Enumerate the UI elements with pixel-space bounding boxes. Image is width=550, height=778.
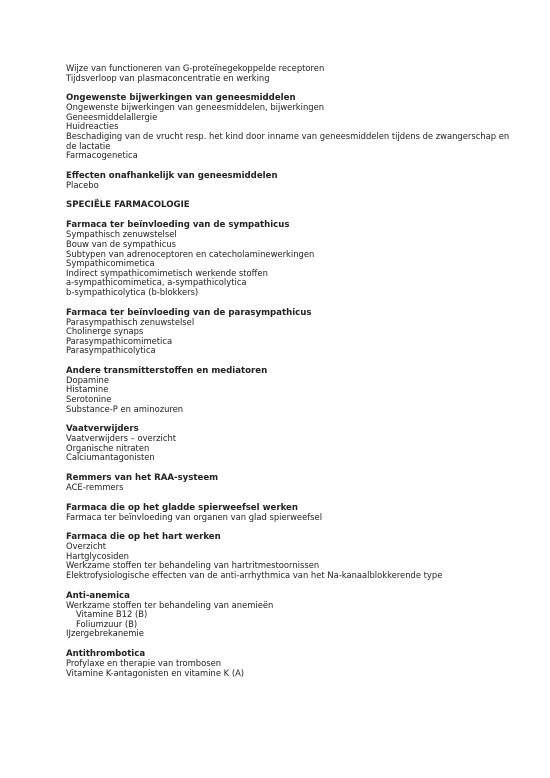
list-item: Placebo [66, 179, 99, 190]
section-heading: Andere transmitterstoffen en mediatoren [66, 365, 268, 376]
list-item: Vitamine K-antagonisten en vitamine K (A) [66, 667, 245, 678]
section-heading: Farmaca ter beïnvloeding van de sympathicus [66, 220, 290, 231]
list-item: Sympathisch zenuwstelsel [66, 229, 177, 240]
list-item: Profylaxe en therapie van trombosen [66, 657, 222, 668]
list-item: Farmacogenetica [66, 150, 138, 161]
section-heading: Vaatverwijders [66, 424, 139, 435]
list-item: IJzergebrekanemie [66, 628, 144, 639]
section-heading: Ongewenste bijwerkingen van geneesmiddelen [66, 93, 296, 104]
document-body [66, 64, 516, 678]
list-item: Histamine [66, 384, 109, 395]
section-heading: Effecten onafhankelijk van geneesmiddelen [66, 170, 278, 181]
list-item: Bouw van de sympathicus [66, 238, 176, 249]
list-item: Indirect sympathicomimetisch werkende stoffen [66, 267, 268, 278]
list-item: Overzicht [66, 541, 107, 552]
list-item: Sympathicomimetica [66, 258, 155, 269]
list-item: Dopamine [66, 374, 109, 385]
list-item: Cholinerge synaps [66, 326, 144, 337]
list-item: Calciumantagonisten [66, 452, 155, 463]
list-item: Serotonine [66, 394, 112, 405]
intro-line: Tijdsverloop van plasmaconcentratie en werking [66, 72, 270, 83]
list-item: Parasympathisch zenuwstelsel [66, 316, 195, 327]
section-heading: Remmers van het RAA-systeem [66, 473, 219, 484]
list-item: Werkzame stoffen ter behandeling van hartritmestoornissen [66, 560, 320, 571]
part-heading: SPECIËLE FARMACOLOGIE [66, 200, 190, 211]
list-item: Werkzame stoffen ter behandeling van anemieën [66, 599, 274, 610]
list-item: Subtypen van adrenoceptoren en catecholaminewerkingen [66, 248, 315, 259]
list-item: b-sympathicolytica (b-blokkers) [66, 286, 199, 297]
list-item: Elektrofysiologische effecten van de anti-arrhythmica van het Na-kanaalblokkerende type [66, 570, 443, 580]
list-item: Parasympathicomimetica [66, 335, 173, 346]
list-item: Ongewenste bijwerkingen van geneesmiddelen, bijwerkingen [66, 102, 325, 113]
section-heading: Antithrombotica [66, 648, 146, 659]
list-item: Organische nitraten [66, 442, 150, 453]
list-subitem: Vitamine B12 (B) [76, 609, 148, 620]
intro-line: Wijze van functioneren van G-proteïnegekoppelde receptoren [66, 63, 325, 73]
section-heading: Farmaca die op het hart werken [66, 532, 221, 543]
list-item: Huidreacties [66, 121, 119, 132]
list-subitem: Foliumzuur (B) [76, 618, 138, 629]
list-item: Parasympathicolytica [66, 345, 156, 356]
section-heading: Anti-anemica [66, 590, 130, 601]
list-item: Vaatverwijders – overzicht [66, 433, 177, 444]
list-item: Beschadiging van de vrucht resp. het kind door inname van geneesmiddelen tijdens de zwangerschap en de lactatie [66, 130, 510, 151]
section-heading: Farmaca ter beïnvloeding van de parasympathicus [66, 307, 312, 318]
list-item: Farmaca ter beïnvloeding van organen van glad spierweefsel [66, 511, 323, 522]
section-heading: Farmaca die op het gladde spierweefsel werken [66, 502, 299, 513]
list-item: Substance-P en aminozuren [66, 403, 184, 414]
list-item: Hartglycosiden [66, 550, 129, 561]
list-item: a-sympathicomimetica, a-sympathicolytica [66, 277, 247, 288]
list-item: ACE-remmers [66, 482, 124, 493]
list-item: Geneesmiddelallergie [66, 111, 158, 122]
